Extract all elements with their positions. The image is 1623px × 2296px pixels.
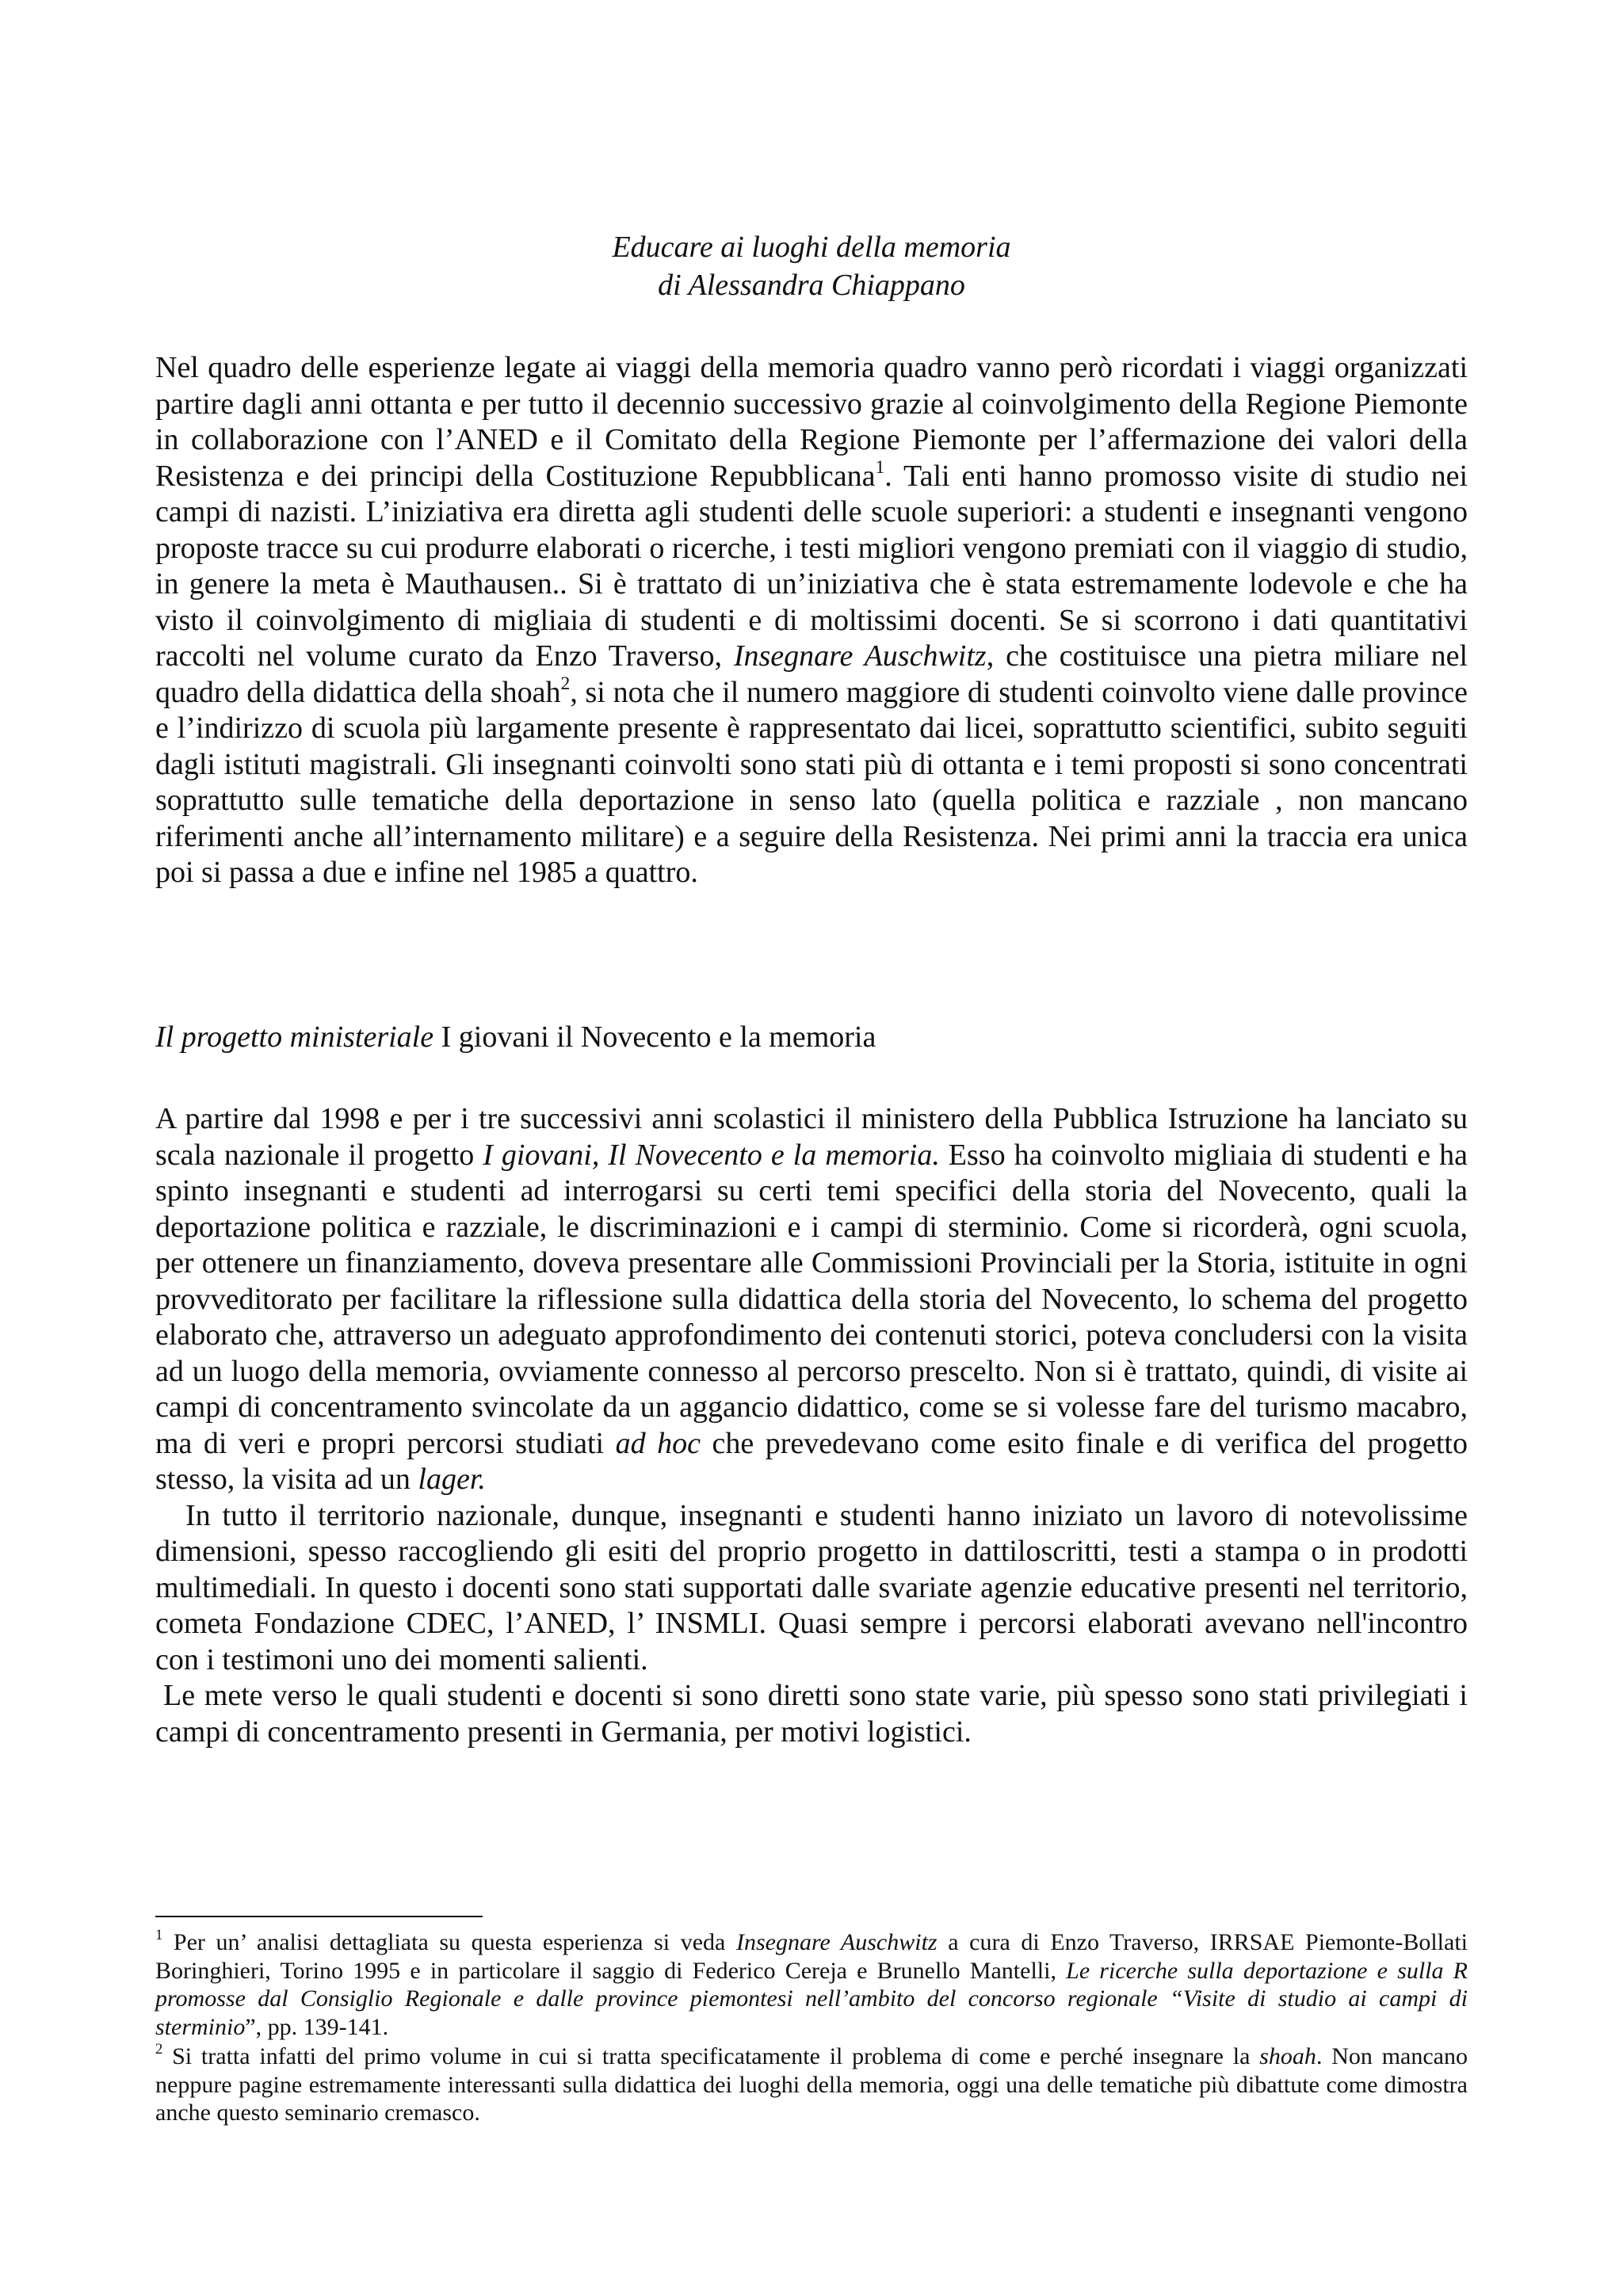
intro-text: , che costituisce una pietra miliare nel quadro della didattica della shoah [155, 639, 1468, 709]
intro-text: , si nota che il numero maggiore di studenti coinvolto viene dalle province e l’indirizzo di scuola più largamente presente è rappresentato dai licei, soprattutto scientifici, subito seguiti dagli istituti magistrali. Gli insegnanti coinvolti sono stati più di ottanta e i temi proposti si sono concentrati soprattutto sulle tematiche della deportazione in senso lato (quella politica e razziale , non mancano riferimenti anche all’internamento militare) e a seguire della Resistenza. Nei primi anni la traccia era unica poi si passa a due e infine nel 1985 a quattro. [155, 675, 1468, 889]
paragraph-text: Esso ha coinvolto migliaia di studenti e ha spinto insegnanti e studenti ad interrogarsi su certi temi specifici della storia del Novecento, quali la deportazione politica e razziale, le discriminazioni e i campi di sterminio. Come si ricorderà, ogni scuola, per ottenere un finanziamento, doveva presentare alle Commissioni Provinciali per la Storia, istituite in ogni provveditorato per facilitare la riflessione sulla didattica della storia del Novecento, lo schema del progetto elaborato che, attraverso un adeguato approfondimento dei contenuti storici, poteva concludersi con la visita ad un luogo della memoria, ovviamente connesso al percorso prescelto. Non si è trattato, quindi, di visite ai campi di concentramento svincolate da un aggancio didattico, come se si volesse fare del turismo macabro, ma di veri e propri percorsi studiati [155, 1138, 1468, 1460]
footnote-essay-title: Le ricerche sulla deportazione e sulla R promosse dal Consiglio Regionale e dalle province piemontesi nell’ambito del concorso regionale “Visite di studio ai campi di sterminio [155, 1957, 1468, 2040]
section-paragraph-1 [155, 1101, 1468, 1498]
section-heading-plain: I giovani il Novecento e la memoria [433, 1020, 876, 1054]
section-paragraph-3: Le mete verso le quali studenti e docenti si sono diretti sono state varie, più spesso sono stati privilegiati i campi di concentramento presenti in Germania, per motivi logistici. [155, 1679, 1468, 1749]
paragraph-text: A partire dal 1998 e per i tre successivi anni scolastici il ministero della Pubblica Istruzione ha lanciato su scala nazionale il progetto [155, 1102, 1468, 1172]
footnote-number: 2 [155, 2041, 163, 2058]
footnote-ref-1: 1 [875, 456, 885, 478]
footnote-book-title: Insegnare Auschwitz [735, 1929, 938, 1955]
footnote-number: 1 [155, 1927, 163, 1944]
project-title: I giovani, Il Novecento e la memoria. [483, 1138, 940, 1172]
lager-term: lager. [418, 1463, 486, 1496]
section-heading-italic: Il progetto ministeriale [155, 1020, 434, 1054]
footnote-text: a cura di Enzo Traverso, IRRSAE Piemonte-Bollati Boringhieri, Torino 1995 e in particolare il saggio di Federico Cereja e Brunello Mantelli, [155, 1929, 1468, 1984]
footnote-term: shoah [1259, 2043, 1316, 2069]
footnote-ref-2: 2 [560, 673, 571, 694]
adhoc-term: ad hoc [615, 1426, 701, 1460]
section-heading [155, 1019, 876, 1055]
footnote-text: . Non mancano neppure pagine estremamente interessanti sulla didattica dei luoghi della memoria, oggi una delle tematiche più dibattute come dimostra anche questo seminario cremasco. [155, 2043, 1468, 2126]
footnote-text: Per un’ analisi dettagliata su questa esperienza si veda [162, 1929, 736, 1955]
intro-text: . Tali enti hanno promosso visite di studio nei campi di nazisti. L’iniziativa era diretta agli studenti delle scuole superiori: a studenti e insegnanti vengono proposte tracce su cui produrre elaborati o ricerche, i testi migliori vengono premiati con il viaggio di studio, in genere la meta è Mauthausen.. Si è trattato di un’iniziativa che è stata estremamente lodevole e che ha visto il coinvolgimento di migliaia di studenti e di moltissimi docenti. Se si scorrono i dati quantitativi raccolti nel volume curato da Enzo Traverso, [155, 459, 1468, 673]
footnote-2 [155, 2042, 1468, 2127]
intro-text: Nel quadro delle esperienze legate ai viaggi della memoria quadro vanno però ricordati i viaggi organizzati partire dagli anni ottanta e per tutto il decennio successivo grazie al coinvolgimento della Regione Piemonte in collaborazione con l’ANED e il Comitato della Regione Piemonte per l’affermazione dei valori della Resistenza e dei principi della Costituzione Repubblicana [155, 351, 1468, 493]
footnote-separator [155, 1916, 483, 1917]
section-body [155, 1101, 1468, 1750]
footnote-1 [155, 1928, 1468, 2041]
footnote-text: Si tratta infatti del primo volume in cui si tratta specificatamente il problema di come e perché insegnare la [162, 2043, 1260, 2069]
intro-paragraph [155, 350, 1468, 891]
section-paragraph-2: In tutto il territorio nazionale, dunque, insegnanti e studenti hanno iniziato un lavoro di notevolissime dimensioni, spesso raccogliendo gli esiti del proprio progetto in dattiloscritti, testi a stampa o in prodotti multimediali. In questo i docenti sono stati supportati dalle svariate agenzie educative presenti nel territorio, cometa Fondazione CDEC, l’ANED, l’ INSMLI. Quasi sempre i percorsi elaborati avevano nell'incontro con i testimoni uno dei momenti salienti. [155, 1498, 1468, 1676]
book-title: Insegnare Auschwitz [733, 639, 987, 673]
paragraph-text: che prevedevano come esito finale e di verifica del progetto stesso, la visita ad un [155, 1426, 1468, 1496]
author-line: di Alessandra Chiappano [658, 269, 965, 302]
footnote-text: ”, pp. 139-141. [245, 2013, 389, 2040]
document-title [0, 228, 1623, 304]
title-line: Educare ai luoghi della memoria [612, 231, 1011, 264]
